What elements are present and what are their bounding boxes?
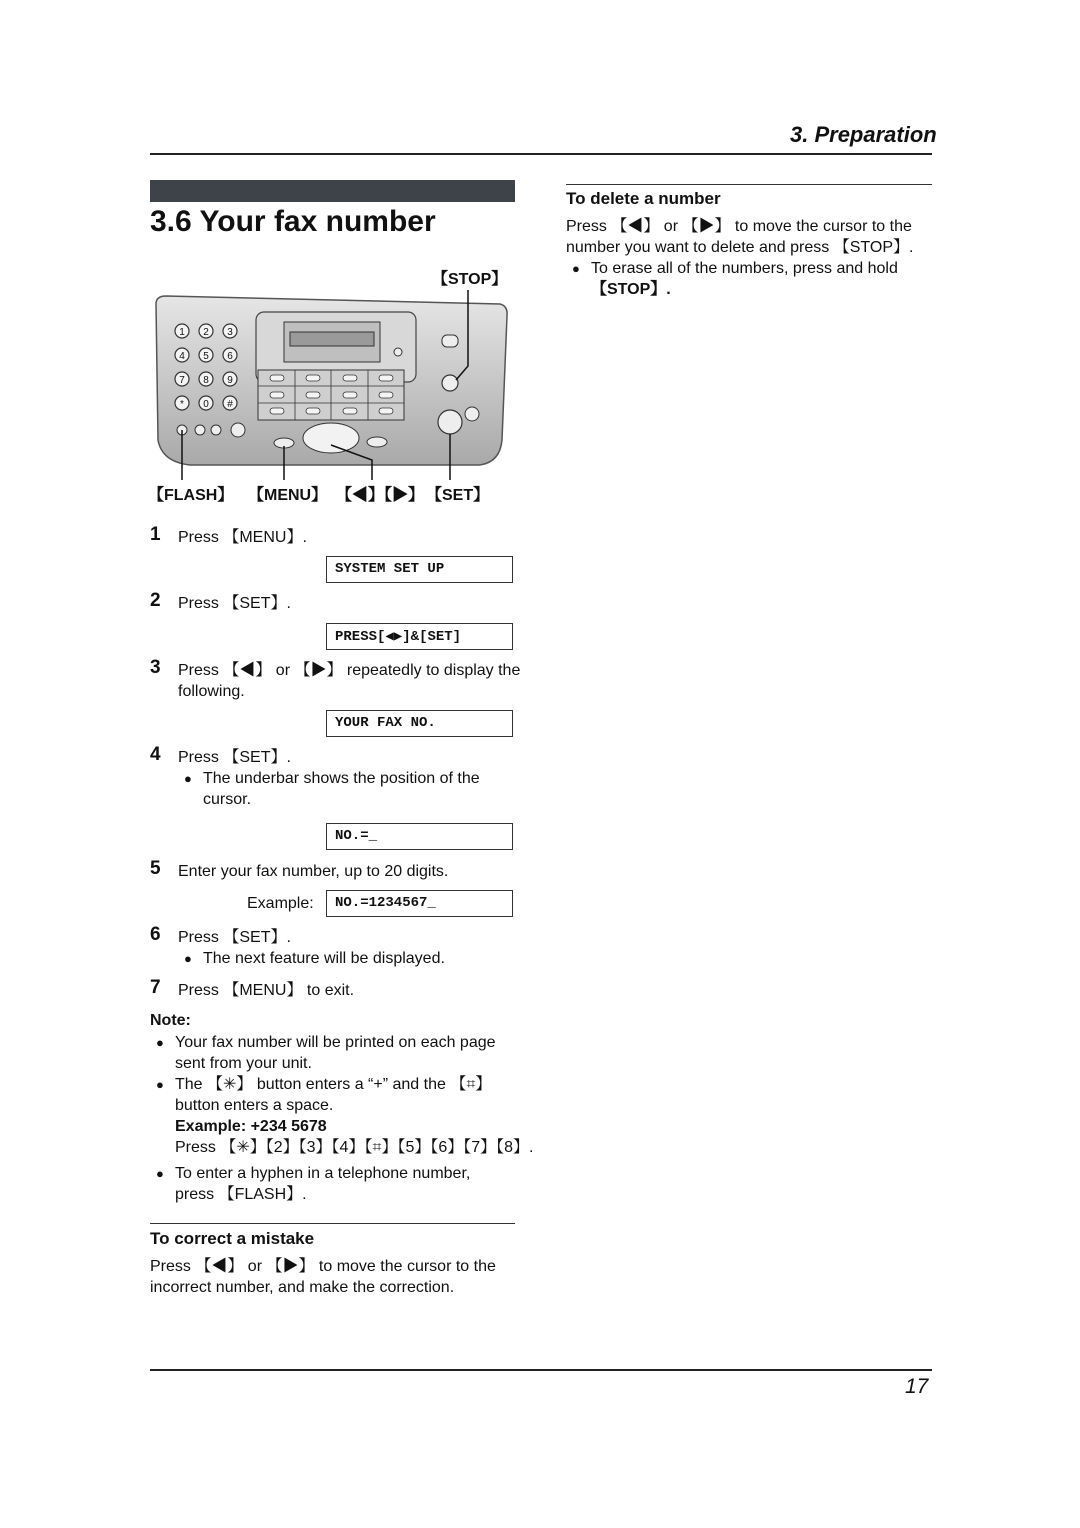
lcd-press-set: PRESS[◀▶]&[SET] <box>326 623 513 650</box>
note-example-press: Press 【✳】【2】【3】【4】【⌗】【5】【6】【7】【8】. <box>175 1139 534 1156</box>
lcd-example-number: NO.=1234567_ <box>326 890 513 917</box>
flash-label: 【FLASH】 <box>148 487 234 504</box>
bullet-icon: ● <box>156 1077 164 1092</box>
lcd-system-set-up: SYSTEM SET UP <box>326 556 513 583</box>
step-3-text-cont: following. <box>178 683 245 700</box>
svg-text:9: 9 <box>227 375 233 386</box>
svg-text:6: 6 <box>227 351 233 362</box>
bullet-icon: ● <box>156 1166 164 1181</box>
step-2-number: 2 <box>150 590 161 611</box>
delete-title: To delete a number <box>566 189 721 208</box>
step-7-number: 7 <box>150 977 161 998</box>
note-label: Note: <box>150 1012 191 1029</box>
step-1-text: Press 【MENU】. <box>178 529 307 546</box>
step-4-text: Press 【SET】. <box>178 749 291 766</box>
svg-text:4: 4 <box>179 351 185 362</box>
svg-text:#: # <box>227 399 233 410</box>
section-header: 3. Preparation <box>790 122 937 147</box>
example-label: Example: <box>247 895 314 912</box>
title-bar <box>150 180 515 202</box>
arrows-label: 【◀】【▶】 <box>336 487 425 504</box>
lcd-no-underbar: NO.=_ <box>326 823 513 850</box>
svg-text:1: 1 <box>179 327 185 338</box>
note-bullet-2: The 【✳】 button enters a “+” and the 【⌗】 <box>175 1076 492 1093</box>
svg-text:5: 5 <box>203 351 209 362</box>
step-7-text: Press 【MENU】 to exit. <box>178 982 355 999</box>
correct-rule <box>150 1223 515 1224</box>
bullet-icon: ● <box>156 1035 164 1050</box>
correct-title: To correct a mistake <box>150 1229 315 1248</box>
svg-text:2: 2 <box>203 327 209 338</box>
delete-line-2: number you want to delete and press 【STOP】. <box>566 239 914 256</box>
svg-text:8: 8 <box>203 375 209 386</box>
svg-text:*: * <box>180 399 184 410</box>
correct-line-2: incorrect number, and make the correction. <box>150 1279 455 1296</box>
note-bullet-3: To enter a hyphen in a telephone number, <box>175 1165 471 1182</box>
page-number: 17 <box>905 1375 929 1398</box>
header-rule <box>150 153 932 155</box>
svg-text:0: 0 <box>203 399 209 410</box>
bullet-icon: ● <box>184 771 192 786</box>
note-bullet-1: Your fax number will be printed on each page <box>175 1034 496 1051</box>
step-5-text: Enter your fax number, up to 20 digits. <box>178 863 449 880</box>
step-2-text: Press 【SET】. <box>178 595 291 612</box>
delete-bullet: To erase all of the numbers, press and hold <box>591 260 898 277</box>
step-4-bullet: The underbar shows the position of the <box>203 770 480 787</box>
step-5-number: 5 <box>150 858 161 879</box>
delete-line-1: Press 【◀】 or 【▶】 to move the cursor to the <box>566 218 912 235</box>
correct-line-1: Press 【◀】 or 【▶】 to move the cursor to the <box>150 1258 496 1275</box>
set-label: 【SET】 <box>426 487 490 504</box>
fax-machine-illustration <box>150 290 515 480</box>
step-4-bullet-cont: cursor. <box>203 791 252 808</box>
svg-text:7: 7 <box>179 375 185 386</box>
step-3-text: Press 【◀】 or 【▶】 repeatedly to display the <box>178 662 521 679</box>
step-4-number: 4 <box>150 744 161 765</box>
bullet-icon: ● <box>184 951 192 966</box>
step-1-number: 1 <box>150 524 161 545</box>
step-6-number: 6 <box>150 924 161 945</box>
svg-text:3: 3 <box>227 327 233 338</box>
bullet-icon: ● <box>572 261 580 276</box>
step-3-number: 3 <box>150 657 161 678</box>
delete-bullet-cont: 【STOP】. <box>591 281 671 298</box>
footer-rule <box>150 1369 932 1371</box>
delete-rule <box>566 184 932 185</box>
note-bullet-2-cont: button enters a space. <box>175 1097 334 1114</box>
lcd-your-fax-no: YOUR FAX NO. <box>326 710 513 737</box>
menu-label: 【MENU】 <box>248 487 328 504</box>
step-6-bullet: The next feature will be displayed. <box>203 950 445 967</box>
stop-label: 【STOP】 <box>432 271 508 288</box>
note-bullet-3-cont: press 【FLASH】. <box>175 1186 307 1203</box>
step-6-text: Press 【SET】. <box>178 929 291 946</box>
note-example-title: Example: +234 5678 <box>175 1118 327 1135</box>
note-bullet-1-cont: sent from your unit. <box>175 1055 312 1072</box>
page-title: 3.6 Your fax number <box>150 205 436 238</box>
